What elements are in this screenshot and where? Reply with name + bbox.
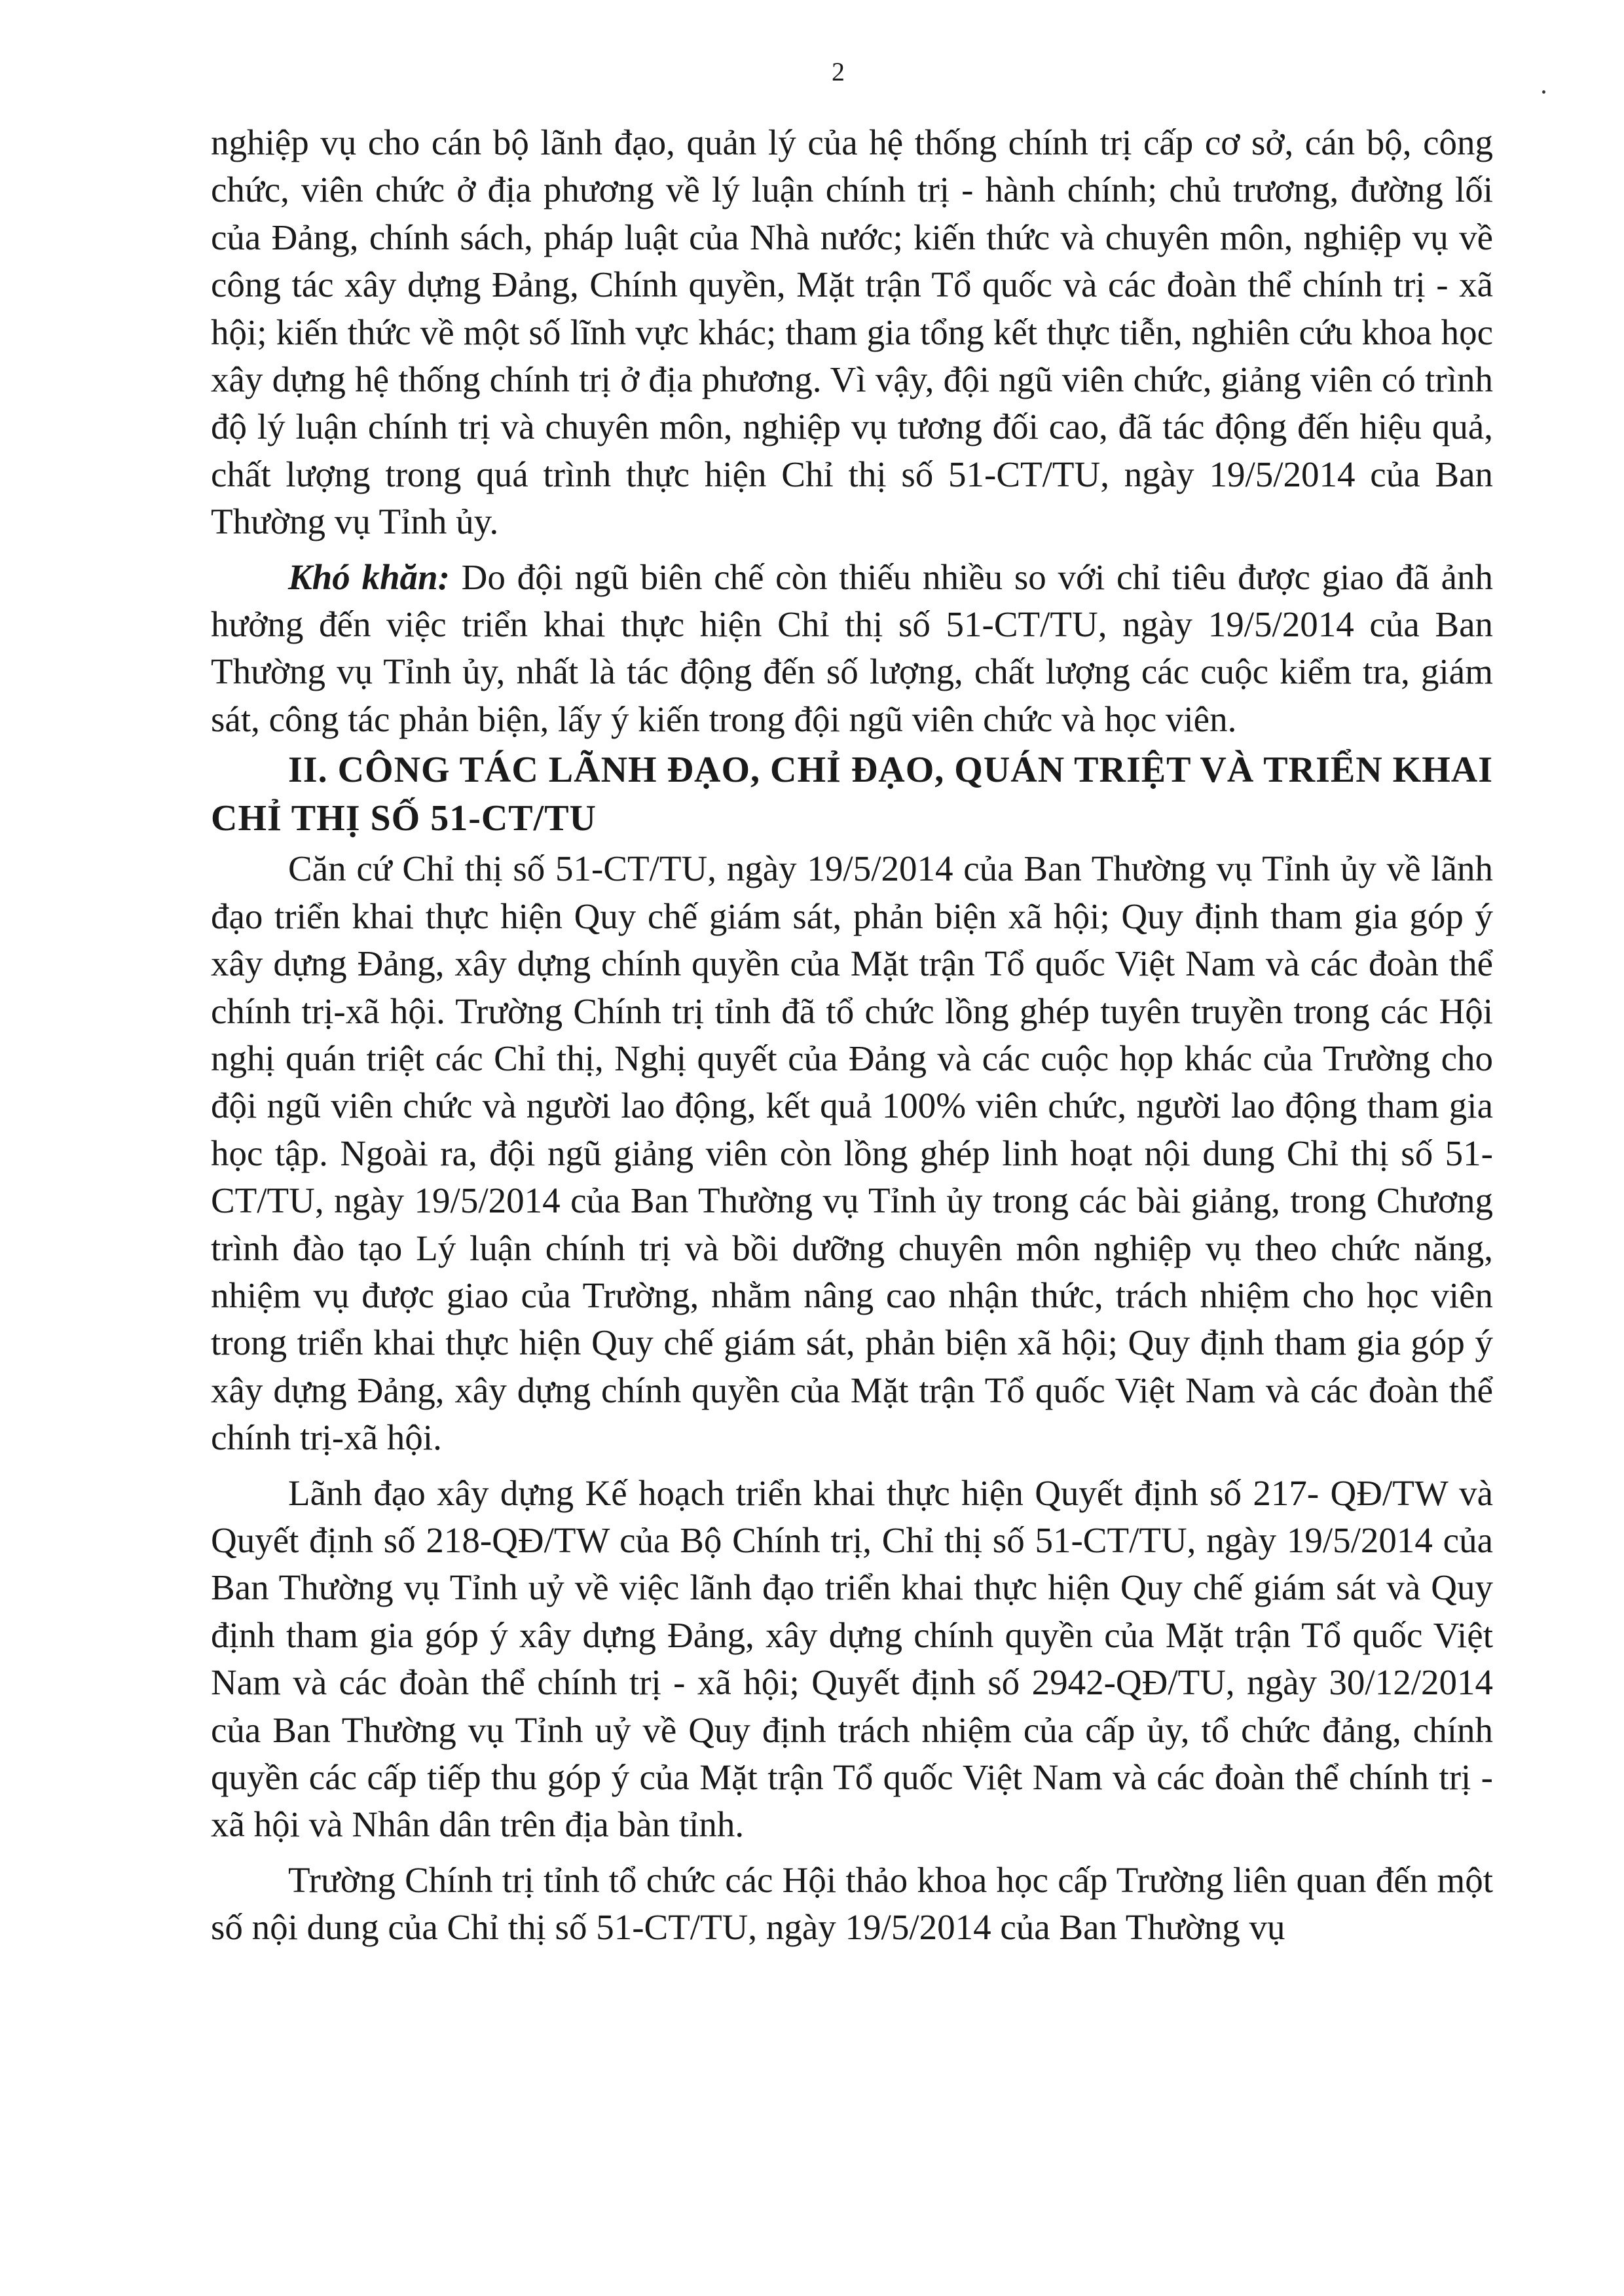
- paragraph-leadership-plan: Lãnh đạo xây dựng Kế hoạch triển khai thực hiện Quyết định số 217- QĐ/TW và Quyết định số 218-QĐ/TW của Bộ Chính trị, Chỉ thị số 51-CT/TU, ngày 19/5/2014 của Ban Thường vụ Tỉnh uỷ về việc lãnh đạo triển khai thực hiện Quy chế giám sát và Quy định tham gia góp ý xây dựng Đảng, xây dựng chính quyền của Mặt trận Tổ quốc Việt Nam và các đoàn thể chính trị - xã hội; Quyết định số 2942-QĐ/TU, ngày 30/12/2014 của Ban Thường vụ Tỉnh uỷ về Quy định trách nhiệm của cấp ủy, tổ chức đảng, chính quyền các cấp tiếp thu góp ý của Mặt trận Tổ quốc Việt Nam và các đoàn thể chính trị - xã hội và Nhân dân trên địa bàn tỉnh.: [211, 1472, 1493, 1845]
- paragraph-lead-label: Khó khăn:: [288, 556, 450, 597]
- section-heading: II. CÔNG TÁC LÃNH ĐẠO, CHỈ ĐẠO, QUÁN TRIỆT VÀ TRIỂN KHAI CHỈ THỊ SỐ 51-CT/TU: [211, 750, 1494, 839]
- paragraph-difficulties-text: Do đội ngũ biên chế còn thiếu nhiều so với chỉ tiêu được giao đã ảnh hưởng đến việc triển khai thực hiện Chỉ thị số 51-CT/TU, ngày 19/5/2014 của Ban Thường vụ Tỉnh ủy, nhất là tác động đến số lượng, chất lượng các cuộc kiểm tra, giám sát, công tác phản biện, lấy ý kiến trong đội ngũ viên chức và học viên.: [211, 556, 1493, 739]
- paragraph-continuation: nghiệp vụ cho cán bộ lãnh đạo, quản lý của hệ thống chính trị cấp cơ sở, cán bộ, công chức, viên chức ở địa phương về lý luận chính trị - hành chính; chủ trương, đường lối của Đảng, chính sách, pháp luật của Nhà nước; kiến thức và chuyên môn, nghiệp vụ về công tác xây dựng Đảng, Chính quyền, Mặt trận Tổ quốc và các đoàn thể chính trị - xã hội; kiến thức về một số lĩnh vực khác; tham gia tổng kết thực tiễn, nghiên cứu khoa học xây dựng hệ thống chính trị ở địa phương. Vì vậy, đội ngũ viên chức, giảng viên có trình độ lý luận chính trị và chuyên môn, nghiệp vụ tương đối cao, đã tác động đến hiệu quả, chất lượng trong quá trình thực hiện Chỉ thị số 51-CT/TU, ngày 19/5/2014 của Ban Thường vụ Tỉnh ủy.: [211, 122, 1493, 542]
- paragraph-basis: Căn cứ Chỉ thị số 51-CT/TU, ngày 19/5/2014 của Ban Thường vụ Tỉnh ủy về lãnh đạo triển khai thực hiện Quy chế giám sát, phản biện xã hội; Quy định tham gia góp ý xây dựng Đảng, xây dựng chính quyền của Mặt trận Tổ quốc Việt Nam và các đoàn thể chính trị-xã hội. Trường Chính trị tỉnh đã tổ chức lồng ghép tuyên truyền trong các Hội nghị quán triệt các Chỉ thị, Nghị quyết của Đảng và các cuộc họp khác của Trường cho đội ngũ viên chức và người lao động, kết quả 100% viên chức, người lao động tham gia học tập. Ngoài ra, đội ngũ giảng viên còn lồng ghép linh hoạt nội dung Chỉ thị số 51-CT/TU, ngày 19/5/2014 của Ban Thường vụ Tỉnh ủy trong các bài giảng, trong Chương trình đào tạo Lý luận chính trị và bồi dưỡng chuyên môn nghiệp vụ theo chức năng, nhiệm vụ được giao của Trường, nhằm nâng cao nhận thức, trách nhiệm cho học viên trong triển khai thực hiện Quy chế giám sát, phản biện xã hội; Quy định tham gia góp ý xây dựng Đảng, xây dựng chính quyền của Mặt trận Tổ quốc Việt Nam và các đoàn thể chính trị-xã hội.: [211, 848, 1493, 1458]
- paragraph-seminars: Trường Chính trị tỉnh tổ chức các Hội thảo khoa học cấp Trường liên quan đến một số nội dung của Chỉ thị số 51-CT/TU, ngày 19/5/2014 của Ban Thường vụ: [211, 1859, 1493, 1948]
- document-body: [211, 119, 1493, 1952]
- page-number: 2: [832, 57, 845, 86]
- scan-mark: [1542, 90, 1545, 94]
- paragraph-difficulties: [211, 554, 1493, 744]
